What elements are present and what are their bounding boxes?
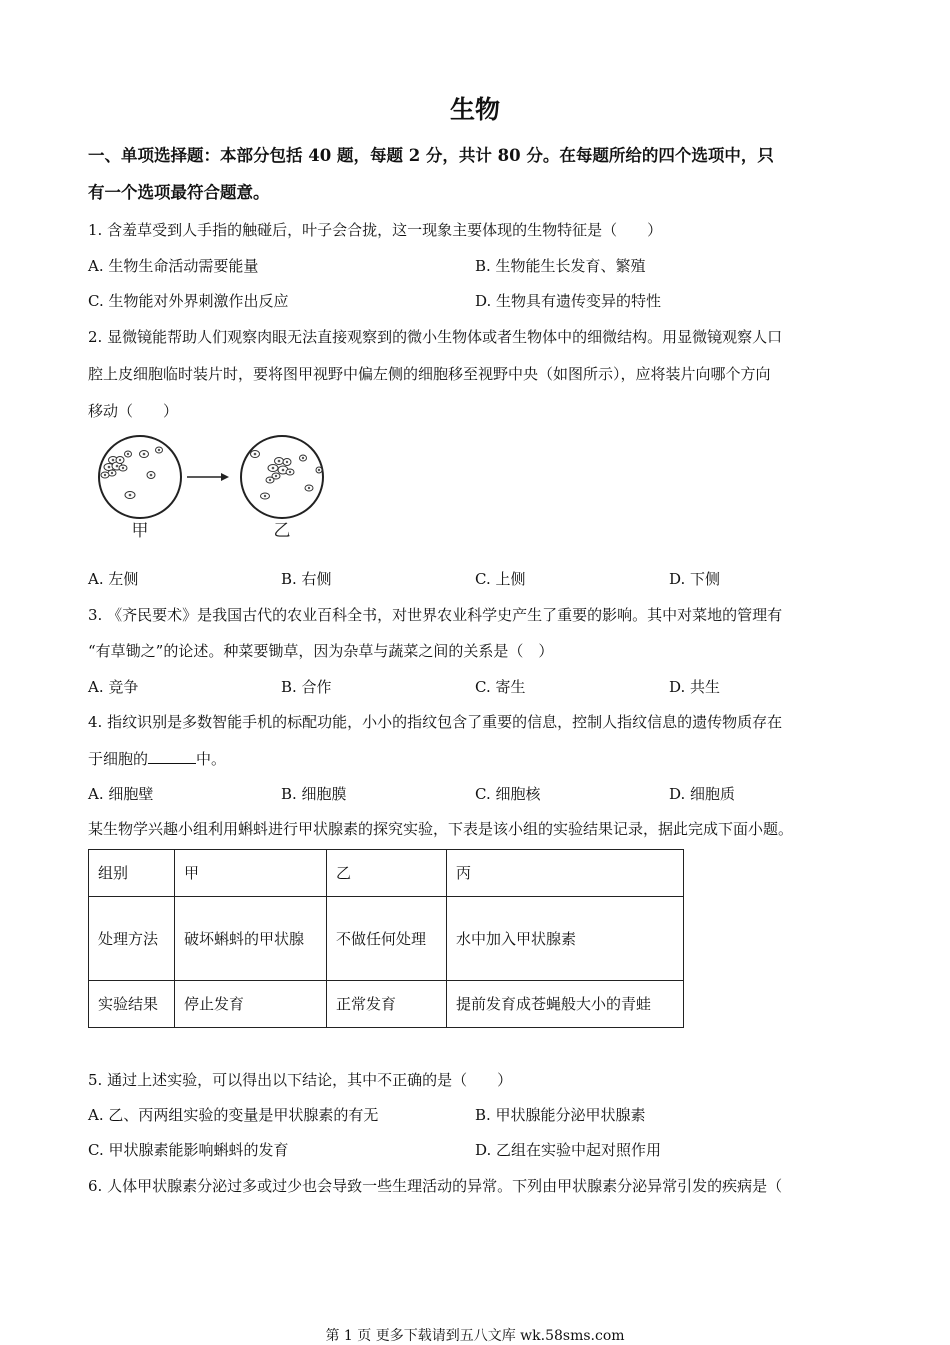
section-heading-line-2: 有一个选项最符合题意。 [88,183,270,202]
experiment-table [88,849,684,1028]
page-title: 生物 [449,95,500,124]
table-header-cell: 乙 [327,850,447,897]
table-header-cell: 丙 [447,850,684,897]
q5-option-d: D. 乙组在实验中起对照作用 [475,1141,662,1159]
q1-option-d: D. 生物具有遗传变异的特性 [475,292,662,310]
table-cell: 提前发育成苍蝇般大小的青蛙 [447,981,684,1028]
q1-stem: 1. 含羞草受到人手指的触碰后，叶子会合拢，这一现象主要体现的生物特征是（ ） [88,221,663,239]
table-cell: 正常发育 [327,981,447,1028]
microscope-figure [95,430,335,549]
table-header-row [89,850,684,897]
q5-option-a: A. 乙、丙两组实验的变量是甲状腺素的有无 [88,1106,379,1124]
q2-stem-line-2: 腔上皮细胞临时装片时，要将图甲视野中偏左侧的细胞移至视野中央（如图所示），应将装片向哪个方向 [88,365,771,383]
q5-stem: 5. 通过上述实验，可以得出以下结论，其中不正确的是（ ） [88,1071,513,1089]
table-cell: 水中加入甲状腺素 [447,897,684,981]
q1-option-a: A. 生物生命活动需要能量 [88,257,259,275]
experiment-intro: 某生物学兴趣小组利用蝌蚪进行甲状腺素的探究实验，下表是该小组的实验结果记录，据此完成下面小题。 [88,820,794,838]
q2-stem-line-3: 移动（ ） [88,402,179,420]
section-heading-line-1: 一、单项选择题：本部分包括 40 题，每题 2 分，共计 80 分。在每题所给的四个选项中，只 [88,146,774,165]
q5-option-c: C. 甲状腺素能影响蝌蚪的发育 [88,1141,289,1159]
q2-option-d: D. 下侧 [669,570,721,588]
table-cell: 处理方法 [89,897,175,981]
q4-option-b: B. 细胞膜 [281,785,347,803]
q4-stem-post: 中。 [196,750,227,768]
q1-option-c: C. 生物能对外界刺激作出反应 [88,292,289,310]
q4-stem-pre: 于细胞的 [88,750,149,768]
q3-stem-line-1: 3. 《齐民要术》是我国古代的农业百科全书，对世界农业科学史产生了重要的影响。其中对菜地的管理有 [88,606,783,624]
q3-option-c: C. 寄生 [475,678,526,696]
table-header-cell: 甲 [175,850,327,897]
q4-stem-line-1: 4. 指纹识别是多数智能手机的标配功能，小小的指纹包含了重要的信息，控制人指纹信息的遗传物质存在 [88,713,783,731]
table-cell: 不做任何处理 [327,897,447,981]
table-row [89,897,684,981]
table-header-cell: 组别 [89,850,175,897]
q2-option-c: C. 上侧 [475,570,526,588]
table-cell: 停止发育 [175,981,327,1028]
answer-blank [148,749,196,764]
q2-stem-line-1: 2. 显微镜能帮助人们观察肉眼无法直接观察到的微小生物体或者生物体中的细微结构。用显微镜观察人口 [88,328,783,346]
page-footer: 第 1 页 更多下载请到五八文库 wk.58sms.com [325,1328,625,1344]
table-cell: 实验结果 [89,981,175,1028]
q6-stem: 6. 人体甲状腺素分泌过多或过少也会导致一些生理活动的异常。下列由甲状腺素分泌异常引发的疾病是（ [88,1177,783,1195]
q3-option-a: A. 竞争 [88,678,139,696]
figure-label-yi: 乙 [273,521,291,541]
q4-option-a: A. 细胞壁 [88,785,154,803]
field-yi [241,436,323,518]
q2-option-b: B. 右侧 [281,570,332,588]
q4-option-c: C. 细胞核 [475,785,541,803]
q4-stem-line-2 [88,748,226,769]
q1-option-b: B. 生物能生长发育、繁殖 [475,257,646,275]
microscope-fields-svg [95,430,335,545]
q4-option-d: D. 细胞质 [669,785,736,803]
arrow-right-icon [187,473,229,481]
q3-stem-line-2: “有草锄之”的论述。种菜要锄草，因为杂草与蔬菜之间的关系是（ ） [88,642,554,660]
figure-label-jia: 甲 [131,521,149,541]
table-row [89,981,684,1028]
q3-option-d: D. 共生 [669,678,721,696]
field-jia [99,436,181,518]
table-cell: 破坏蝌蚪的甲状腺 [175,897,327,981]
section-heading [88,137,868,211]
q2-option-a: A. 左侧 [88,570,139,588]
q3-option-b: B. 合作 [281,678,332,696]
q5-option-b: B. 甲状腺能分泌甲状腺素 [475,1106,646,1124]
